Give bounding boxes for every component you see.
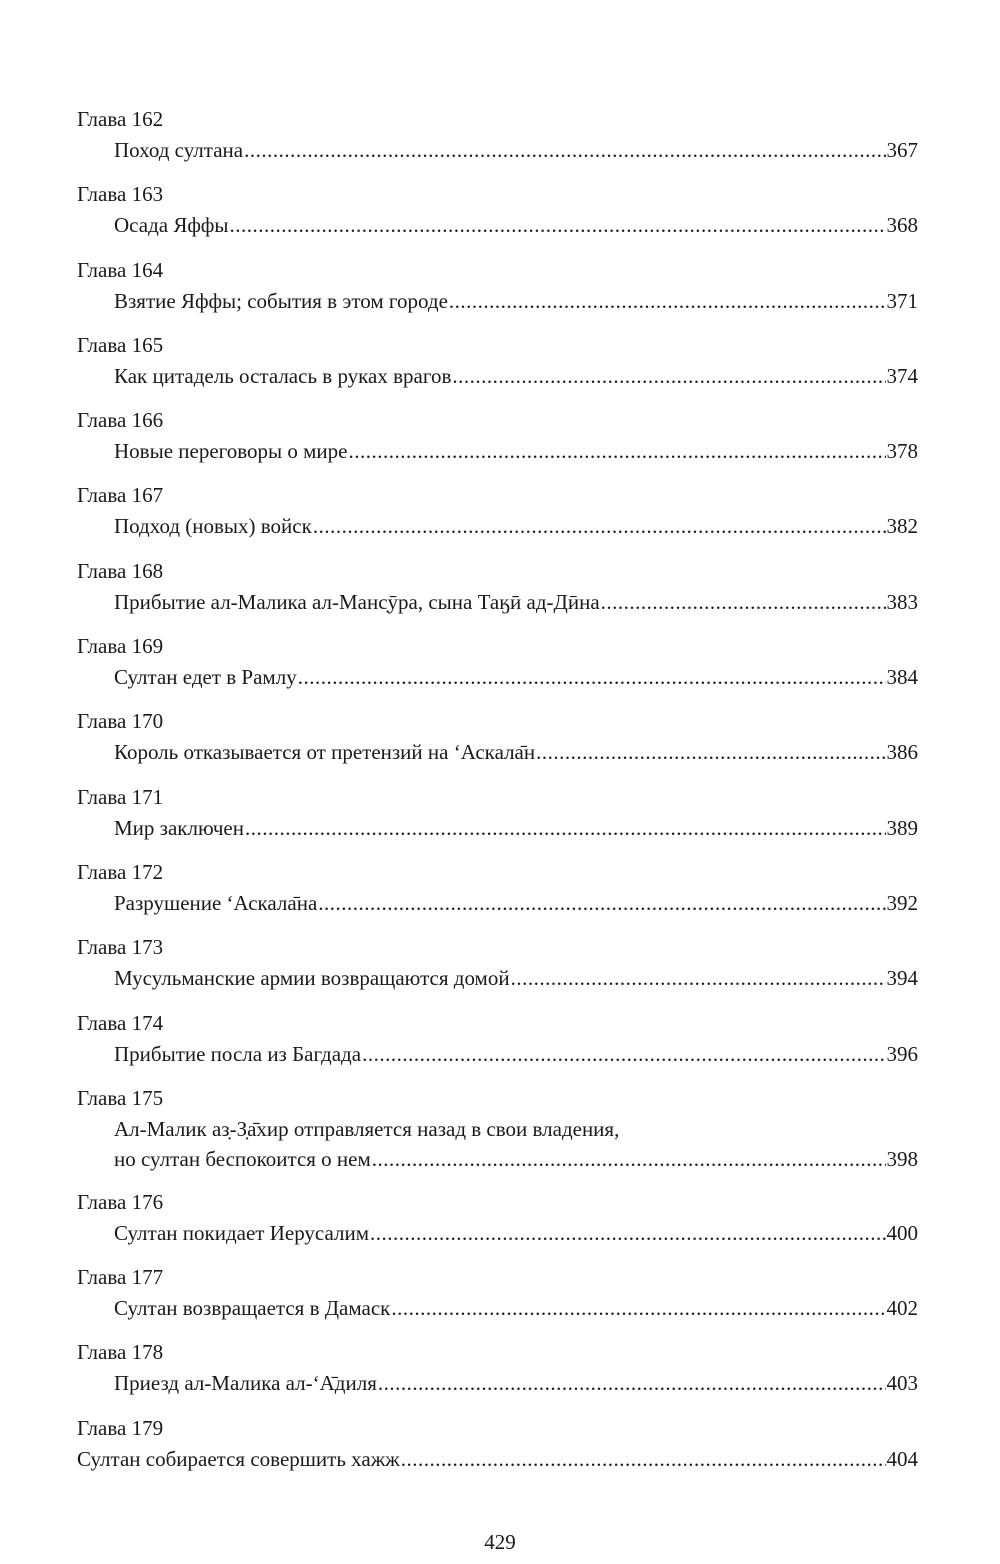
chapter-title: Подход (новых) войск	[114, 514, 312, 539]
chapter-title: Взятие Яффы; события в этом городе	[114, 288, 448, 313]
toc-entry	[77, 631, 918, 706]
chapter-page: 384	[886, 665, 918, 690]
chapter-page: 368	[886, 213, 918, 238]
toc-entry	[77, 179, 918, 254]
toc-entry	[77, 932, 918, 1007]
chapter-title: Ал-Малик аз̣-З̣а̄хир отправляется назад в свои владения,	[114, 1116, 620, 1141]
dot-leader	[401, 1443, 886, 1475]
dot-leader	[313, 510, 886, 542]
toc-entry	[77, 104, 918, 179]
chapter-title-line	[77, 285, 918, 317]
toc-entry	[77, 330, 918, 405]
chapter-label: Глава 177	[77, 1265, 164, 1290]
chapter-label: Глава 179	[77, 1415, 164, 1440]
chapter-label: Глава 169	[77, 634, 164, 659]
dot-leader	[348, 435, 885, 467]
chapter-label: Глава 168	[77, 558, 164, 583]
page-number: 429	[484, 1530, 516, 1554]
chapter-title-line	[77, 1367, 918, 1399]
chapter-label: Глава 162	[77, 107, 164, 131]
dot-leader	[244, 134, 885, 166]
chapter-title: Мусульманские армии возвращаются домой	[114, 966, 510, 991]
chapter-page: 382	[886, 514, 918, 539]
chapter-title: Прибытие ал-Малика ал-Манс̣ӯра, сына Таӄӣ ад-Дӣна	[114, 589, 600, 614]
chapter-title: Король отказывается от претензий на ‘Аскала̄н	[114, 740, 536, 765]
chapter-label: Глава 174	[77, 1010, 164, 1035]
dot-leader	[601, 586, 886, 618]
dot-leader	[245, 812, 886, 844]
chapter-title-line	[77, 1292, 918, 1324]
toc-entry	[77, 405, 918, 480]
chapter-title-line	[77, 887, 918, 919]
table-of-contents	[77, 104, 918, 1488]
chapter-title-line	[77, 1217, 918, 1249]
chapter-title: Прибытие посла из Багдада	[114, 1041, 362, 1066]
dot-leader	[362, 1038, 885, 1070]
chapter-title-line	[77, 1143, 918, 1175]
chapter-title: Мир заключен	[114, 815, 244, 840]
dot-leader	[230, 209, 886, 241]
dot-leader	[536, 736, 885, 768]
chapter-label: Глава 165	[77, 332, 164, 357]
chapter-title-line	[77, 209, 918, 241]
chapter-title: Новые переговоры о мире	[114, 439, 348, 464]
chapter-page: 394	[886, 966, 918, 991]
chapter-page: 383	[886, 589, 918, 614]
chapter-page: 378	[886, 439, 918, 464]
chapter-label: Глава 175	[77, 1085, 164, 1110]
chapter-title-line	[77, 134, 918, 166]
dot-leader	[452, 360, 885, 392]
chapter-title-line	[77, 962, 918, 994]
toc-entry	[77, 480, 918, 555]
dot-leader	[318, 887, 885, 919]
chapter-page: 402	[886, 1296, 918, 1321]
toc-entry	[77, 556, 918, 631]
chapter-page: 396	[886, 1041, 918, 1066]
dot-leader	[378, 1367, 886, 1399]
chapter-page: 389	[886, 815, 918, 840]
chapter-title-line	[77, 736, 918, 768]
dot-leader	[391, 1292, 885, 1324]
dot-leader	[511, 962, 886, 994]
chapter-label: Глава 167	[77, 483, 164, 508]
chapter-title-line	[77, 360, 918, 392]
chapter-page: 386	[886, 740, 918, 765]
chapter-title: Султан покидает Иерусалим	[114, 1220, 370, 1245]
chapter-title: Поход султана	[114, 138, 244, 162]
chapter-title-continuation: но султан беспокоится о нем	[114, 1146, 371, 1171]
toc-entry	[77, 857, 918, 932]
toc-entry	[77, 1187, 918, 1262]
toc-entry	[77, 782, 918, 857]
toc-entry	[77, 1008, 918, 1083]
chapter-title-line	[77, 1113, 918, 1143]
chapter-page: 403	[886, 1371, 918, 1396]
chapter-title-line	[77, 435, 918, 467]
dot-leader	[370, 1217, 885, 1249]
chapter-title-line	[77, 1443, 918, 1475]
chapter-page: 400	[886, 1220, 918, 1245]
toc-entry	[77, 1083, 918, 1187]
toc-entry	[77, 706, 918, 781]
chapter-title: Султан возвращается в Дамаск	[114, 1296, 391, 1321]
chapter-page: 374	[886, 363, 918, 388]
chapter-title-line	[77, 510, 918, 542]
chapter-label: Глава 166	[77, 408, 164, 433]
chapter-page: 398	[886, 1146, 918, 1171]
chapter-label: Глава 170	[77, 709, 164, 734]
chapter-title: Осада Яффы	[114, 213, 229, 238]
chapter-title-line	[77, 661, 918, 693]
toc-entry	[77, 1262, 918, 1337]
chapter-label: Глава 171	[77, 784, 164, 809]
chapter-label: Глава 163	[77, 182, 164, 207]
chapter-page: 392	[886, 890, 918, 915]
dot-leader	[298, 661, 886, 693]
dot-leader	[372, 1143, 886, 1175]
chapter-title-line	[77, 812, 918, 844]
chapter-title-line	[77, 1038, 918, 1070]
chapter-title: Султан едет в Рамлу	[114, 665, 297, 690]
chapter-label: Глава 176	[77, 1189, 164, 1214]
chapter-title-line	[77, 586, 918, 618]
chapter-title: Как цитадель осталась в руках врагов	[114, 363, 452, 388]
dot-leader	[449, 285, 886, 317]
chapter-label: Глава 172	[77, 859, 164, 884]
chapter-label: Глава 173	[77, 935, 164, 960]
chapter-label: Глава 164	[77, 257, 164, 282]
chapter-page: 404	[886, 1446, 918, 1471]
chapter-title: Разрушение ‘Аскала̄на	[114, 890, 318, 915]
toc-entry	[77, 1337, 918, 1412]
toc-entry	[77, 255, 918, 330]
chapter-title: Султан собирается совершить хажж	[77, 1446, 400, 1471]
toc-entry	[77, 1413, 918, 1488]
chapter-title: Приезд ал-Малика ал-‘А̄диля	[114, 1371, 377, 1396]
chapter-page: 371	[886, 288, 918, 313]
chapter-label: Глава 178	[77, 1340, 164, 1365]
chapter-page: 367	[886, 138, 918, 162]
